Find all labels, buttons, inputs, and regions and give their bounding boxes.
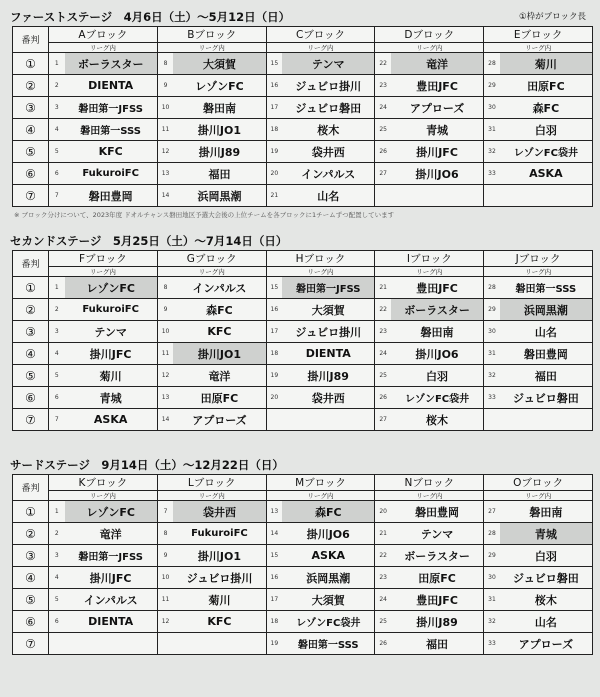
team-number: 24: [375, 97, 391, 119]
team-number: 12: [157, 365, 173, 387]
team-name: FukuroiFC: [65, 299, 158, 321]
block-name: Bブロック: [157, 27, 266, 43]
team-name: テンマ: [391, 523, 484, 545]
block-table: [12, 250, 593, 431]
team-name: 袋井西: [282, 387, 375, 409]
team-name: FukuroiFC: [65, 163, 158, 185]
seed-number: ②: [13, 75, 49, 97]
team-name: 竜洋: [65, 523, 158, 545]
team-name: 豊田JFC: [391, 589, 484, 611]
team-number: 19: [266, 633, 282, 655]
team-number: 33: [484, 633, 500, 655]
block-name: Mブロック: [266, 475, 375, 491]
team-number: 9: [157, 299, 173, 321]
team-name: ジュビロ磐田: [500, 567, 593, 589]
table-row: [13, 501, 593, 523]
team-name: 掛川JFC: [391, 141, 484, 163]
table-row: [13, 387, 593, 409]
team-number: [49, 633, 65, 655]
team-number: 10: [157, 321, 173, 343]
team-number: 26: [375, 387, 391, 409]
team-number: 16: [266, 75, 282, 97]
table-row: [13, 53, 593, 75]
team-name: 竜洋: [391, 53, 484, 75]
seed-number: ⑥: [13, 163, 49, 185]
seed-number: ①: [13, 277, 49, 299]
team-number: 32: [484, 611, 500, 633]
team-name: 山名: [282, 185, 375, 207]
team-number: 32: [484, 365, 500, 387]
team-number: 23: [375, 75, 391, 97]
team-number: 20: [266, 163, 282, 185]
seed-number: ①: [13, 53, 49, 75]
team-name: 豊田JFC: [391, 75, 484, 97]
block-name: Nブロック: [375, 475, 484, 491]
team-name: DIENTA: [282, 343, 375, 365]
team-number: [157, 633, 173, 655]
team-name: 豊田JFC: [391, 277, 484, 299]
team-name: [173, 633, 266, 655]
table-row: [13, 545, 593, 567]
seed-number: ⑤: [13, 589, 49, 611]
team-number: 28: [484, 277, 500, 299]
team-number: 20: [375, 501, 391, 523]
team-name: 掛川JO1: [173, 545, 266, 567]
team-name: KFC: [65, 141, 158, 163]
table-row: [13, 185, 593, 207]
team-number: 32: [484, 141, 500, 163]
seed-number: ③: [13, 545, 49, 567]
team-number: 28: [484, 53, 500, 75]
table-row: [13, 141, 593, 163]
team-number: 1: [49, 53, 65, 75]
team-name: 磐田第一SSS: [65, 119, 158, 141]
team-number: 17: [266, 589, 282, 611]
team-name: 袋井西: [173, 501, 266, 523]
league-sub-label: リーグ内: [375, 43, 484, 53]
team-name: 森FC: [173, 299, 266, 321]
team-number: [375, 185, 391, 207]
table-row: [13, 409, 593, 431]
block-name: Dブロック: [375, 27, 484, 43]
seed-header: 番判: [13, 251, 49, 277]
team-number: 31: [484, 343, 500, 365]
team-name: インパルス: [282, 163, 375, 185]
team-number: 5: [49, 365, 65, 387]
seed-number: ⑥: [13, 611, 49, 633]
team-number: 6: [49, 611, 65, 633]
team-name: 菊川: [173, 589, 266, 611]
team-number: 33: [484, 387, 500, 409]
team-number: 24: [375, 343, 391, 365]
team-name: ボーラスター: [391, 299, 484, 321]
team-name: 袋井西: [282, 141, 375, 163]
block-name: Cブロック: [266, 27, 375, 43]
league-sub-label: リーグ内: [157, 491, 266, 501]
table-row: [13, 567, 593, 589]
team-number: 26: [375, 633, 391, 655]
team-number: 16: [266, 299, 282, 321]
team-name: KFC: [173, 321, 266, 343]
team-number: 1: [49, 277, 65, 299]
team-number: 7: [157, 501, 173, 523]
team-number: 23: [375, 567, 391, 589]
team-name: 浜岡黒潮: [500, 299, 593, 321]
team-number: 6: [49, 387, 65, 409]
team-name: 磐田南: [173, 97, 266, 119]
team-name: レゾンFC: [65, 277, 158, 299]
team-number: 24: [375, 589, 391, 611]
team-number: 25: [375, 119, 391, 141]
team-number: 3: [49, 97, 65, 119]
team-name: レゾンFC: [173, 75, 266, 97]
team-name: ジュビロ磐田: [500, 387, 593, 409]
seed-number: ⑦: [13, 409, 49, 431]
team-name: 掛川J89: [173, 141, 266, 163]
team-name: 青城: [500, 523, 593, 545]
team-number: 3: [49, 321, 65, 343]
team-name: インパルス: [173, 277, 266, 299]
team-number: 19: [266, 365, 282, 387]
team-name: 磐田豊岡: [391, 501, 484, 523]
team-name: 掛川JO6: [391, 163, 484, 185]
team-number: 20: [266, 387, 282, 409]
team-name: 青城: [391, 119, 484, 141]
team-name: 掛川JO6: [391, 343, 484, 365]
team-number: 28: [484, 523, 500, 545]
team-number: 11: [157, 343, 173, 365]
team-number: 7: [49, 409, 65, 431]
team-number: 14: [266, 523, 282, 545]
team-number: 30: [484, 567, 500, 589]
team-number: 12: [157, 141, 173, 163]
team-name: 掛川JO1: [173, 119, 266, 141]
team-name: 山名: [500, 321, 593, 343]
team-number: 7: [49, 185, 65, 207]
team-name: レゾンFC: [65, 501, 158, 523]
team-number: 8: [157, 523, 173, 545]
league-sub-label: リーグ内: [157, 267, 266, 277]
team-name: 磐田第一JFSS: [65, 97, 158, 119]
league-sub-label: リーグ内: [266, 491, 375, 501]
team-name: アプローズ: [500, 633, 593, 655]
team-number: 18: [266, 611, 282, 633]
block-name: Lブロック: [157, 475, 266, 491]
league-sub-label: リーグ内: [375, 267, 484, 277]
team-number: 26: [375, 141, 391, 163]
legend-note: ①枠がブロック長: [519, 12, 586, 22]
team-name: 磐田第一SSS: [500, 277, 593, 299]
team-name: 磐田第一JFSS: [65, 545, 158, 567]
team-number: 2: [49, 523, 65, 545]
team-name: DIENTA: [65, 611, 158, 633]
league-sub-label: リーグ内: [157, 43, 266, 53]
seed-header: 番判: [13, 27, 49, 53]
table-row: [13, 321, 593, 343]
team-number: [484, 185, 500, 207]
team-number: 15: [266, 545, 282, 567]
table-row: [13, 163, 593, 185]
team-number: 2: [49, 75, 65, 97]
team-name: 森FC: [282, 501, 375, 523]
team-name: 掛川JFC: [65, 567, 158, 589]
team-name: 田原FC: [173, 387, 266, 409]
team-name: 田原FC: [391, 567, 484, 589]
team-number: 29: [484, 299, 500, 321]
team-number: 4: [49, 567, 65, 589]
block-name: Oブロック: [484, 475, 593, 491]
league-sub-label: リーグ内: [49, 267, 158, 277]
league-sub-label: リーグ内: [484, 43, 593, 53]
seed-number: ①: [13, 501, 49, 523]
team-number: 14: [157, 185, 173, 207]
block-name: Jブロック: [484, 251, 593, 267]
seed-number: ⑤: [13, 141, 49, 163]
stage-title-3: サードステージ 9月14日（土）～12月22日（日）: [10, 458, 284, 472]
team-number: [266, 409, 282, 431]
team-number: 27: [375, 409, 391, 431]
team-number: 21: [375, 277, 391, 299]
team-name: レゾンFC袋井: [282, 611, 375, 633]
team-number: [484, 409, 500, 431]
seed-header: 番判: [13, 475, 49, 501]
table-row: [13, 523, 593, 545]
team-name: [391, 185, 484, 207]
team-number: 1: [49, 501, 65, 523]
league-sub-label: リーグ内: [266, 43, 375, 53]
block-name: Aブロック: [49, 27, 158, 43]
team-name: [65, 633, 158, 655]
seed-number: ④: [13, 567, 49, 589]
team-name: 浜岡黒潮: [173, 185, 266, 207]
team-name: 掛川JFC: [65, 343, 158, 365]
team-name: ASKA: [282, 545, 375, 567]
team-name: 磐田南: [391, 321, 484, 343]
team-number: 30: [484, 97, 500, 119]
team-name: 大須賀: [282, 299, 375, 321]
team-number: 18: [266, 119, 282, 141]
team-name: ボーラスター: [391, 545, 484, 567]
team-name: 桜木: [282, 119, 375, 141]
block-name: Eブロック: [484, 27, 593, 43]
league-sub-label: リーグ内: [49, 491, 158, 501]
stage-title-2: セカンドステージ 5月25日（土）～7月14日（日）: [10, 234, 288, 248]
team-name: 福田: [391, 633, 484, 655]
seed-number: ⑥: [13, 387, 49, 409]
team-name: 掛川JO6: [282, 523, 375, 545]
team-name: [500, 409, 593, 431]
team-number: 22: [375, 545, 391, 567]
team-name: 掛川J89: [391, 611, 484, 633]
seed-number: ③: [13, 321, 49, 343]
team-number: 22: [375, 53, 391, 75]
team-number: 14: [157, 409, 173, 431]
team-name: 大須賀: [282, 589, 375, 611]
team-name: 磐田第一JFSS: [282, 277, 375, 299]
team-name: 青城: [65, 387, 158, 409]
seed-number: ④: [13, 343, 49, 365]
team-name: 磐田豊岡: [65, 185, 158, 207]
league-sub-label: リーグ内: [375, 491, 484, 501]
team-number: 15: [266, 53, 282, 75]
team-name: 桜木: [391, 409, 484, 431]
table-row: [13, 277, 593, 299]
team-number: 13: [157, 163, 173, 185]
team-number: 11: [157, 589, 173, 611]
team-number: 25: [375, 611, 391, 633]
team-number: 16: [266, 567, 282, 589]
team-name: 白羽: [391, 365, 484, 387]
team-name: 磐田第一SSS: [282, 633, 375, 655]
team-number: 17: [266, 321, 282, 343]
team-name: テンマ: [282, 53, 375, 75]
table-row: [13, 365, 593, 387]
team-name: 森FC: [500, 97, 593, 119]
team-name: 山名: [500, 611, 593, 633]
team-name: 桜木: [500, 589, 593, 611]
team-name: テンマ: [65, 321, 158, 343]
team-name: 磐田南: [500, 501, 593, 523]
table-row: [13, 633, 593, 655]
team-number: 9: [157, 75, 173, 97]
team-name: 福田: [173, 163, 266, 185]
team-number: 9: [157, 545, 173, 567]
stage-title-1: ファーストステージ 4月6日（土）～5月12日（日）: [10, 10, 291, 24]
team-number: 5: [49, 141, 65, 163]
block-name: Kブロック: [49, 475, 158, 491]
team-number: 12: [157, 611, 173, 633]
team-name: 菊川: [65, 365, 158, 387]
team-name: ASKA: [500, 163, 593, 185]
team-number: 6: [49, 163, 65, 185]
team-name: 竜洋: [173, 365, 266, 387]
seed-number: ⑦: [13, 633, 49, 655]
team-number: 8: [157, 277, 173, 299]
team-name: FukuroiFC: [173, 523, 266, 545]
team-number: 25: [375, 365, 391, 387]
team-number: 30: [484, 321, 500, 343]
seed-number: ②: [13, 523, 49, 545]
team-number: 31: [484, 589, 500, 611]
team-number: 3: [49, 545, 65, 567]
team-number: 18: [266, 343, 282, 365]
team-number: 27: [484, 501, 500, 523]
team-name: 菊川: [500, 53, 593, 75]
seed-number: ⑤: [13, 365, 49, 387]
seed-number: ④: [13, 119, 49, 141]
team-number: 13: [157, 387, 173, 409]
team-name: ジュビロ磐田: [282, 97, 375, 119]
team-number: 27: [375, 163, 391, 185]
block-table: [12, 26, 593, 207]
team-name: 大須賀: [173, 53, 266, 75]
team-name: 田原FC: [500, 75, 593, 97]
league-sub-label: リーグ内: [484, 491, 593, 501]
team-number: 29: [484, 75, 500, 97]
league-sub-label: リーグ内: [484, 267, 593, 277]
team-name: [500, 185, 593, 207]
team-number: 17: [266, 97, 282, 119]
team-name: ASKA: [65, 409, 158, 431]
team-name: 白羽: [500, 545, 593, 567]
team-name: [282, 409, 375, 431]
team-name: ジュビロ掛川: [173, 567, 266, 589]
team-number: 19: [266, 141, 282, 163]
team-number: 11: [157, 119, 173, 141]
team-number: 4: [49, 119, 65, 141]
team-name: ジュビロ掛川: [282, 321, 375, 343]
seed-number: ⑦: [13, 185, 49, 207]
team-name: インパルス: [65, 589, 158, 611]
team-name: 白羽: [500, 119, 593, 141]
team-name: アプローズ: [173, 409, 266, 431]
team-name: 浜岡黒潮: [282, 567, 375, 589]
team-name: アプローズ: [391, 97, 484, 119]
team-number: 29: [484, 545, 500, 567]
team-number: 15: [266, 277, 282, 299]
seed-number: ③: [13, 97, 49, 119]
team-name: 掛川JO1: [173, 343, 266, 365]
table-row: [13, 343, 593, 365]
team-number: 5: [49, 589, 65, 611]
team-number: 23: [375, 321, 391, 343]
table-row: [13, 589, 593, 611]
table-row: [13, 611, 593, 633]
table-row: [13, 299, 593, 321]
block-name: Fブロック: [49, 251, 158, 267]
team-number: 21: [266, 185, 282, 207]
team-number: 2: [49, 299, 65, 321]
block-name: Iブロック: [375, 251, 484, 267]
table-row: [13, 75, 593, 97]
team-name: 福田: [500, 365, 593, 387]
team-number: 10: [157, 567, 173, 589]
team-number: 8: [157, 53, 173, 75]
team-name: レゾンFC袋井: [391, 387, 484, 409]
team-number: 33: [484, 163, 500, 185]
table-row: [13, 119, 593, 141]
team-name: 掛川J89: [282, 365, 375, 387]
block-table: [12, 474, 593, 655]
block-name: Hブロック: [266, 251, 375, 267]
seed-number: ②: [13, 299, 49, 321]
footnote: ※ ブロック分けについて、2023年度 ドオルチャンス磐田地区予選大会後の上位チームを各ブロックに1チームずつ配置しています: [14, 211, 395, 219]
block-name: Gブロック: [157, 251, 266, 267]
team-number: 4: [49, 343, 65, 365]
team-number: 10: [157, 97, 173, 119]
team-name: レゾンFC袋井: [500, 141, 593, 163]
team-name: DIENTA: [65, 75, 158, 97]
team-number: 21: [375, 523, 391, 545]
team-name: ジュビロ掛川: [282, 75, 375, 97]
team-number: 22: [375, 299, 391, 321]
team-name: KFC: [173, 611, 266, 633]
team-number: 31: [484, 119, 500, 141]
table-row: [13, 97, 593, 119]
league-sub-label: リーグ内: [49, 43, 158, 53]
team-name: 磐田豊岡: [500, 343, 593, 365]
team-number: 13: [266, 501, 282, 523]
league-sub-label: リーグ内: [266, 267, 375, 277]
team-name: ボーラスター: [65, 53, 158, 75]
